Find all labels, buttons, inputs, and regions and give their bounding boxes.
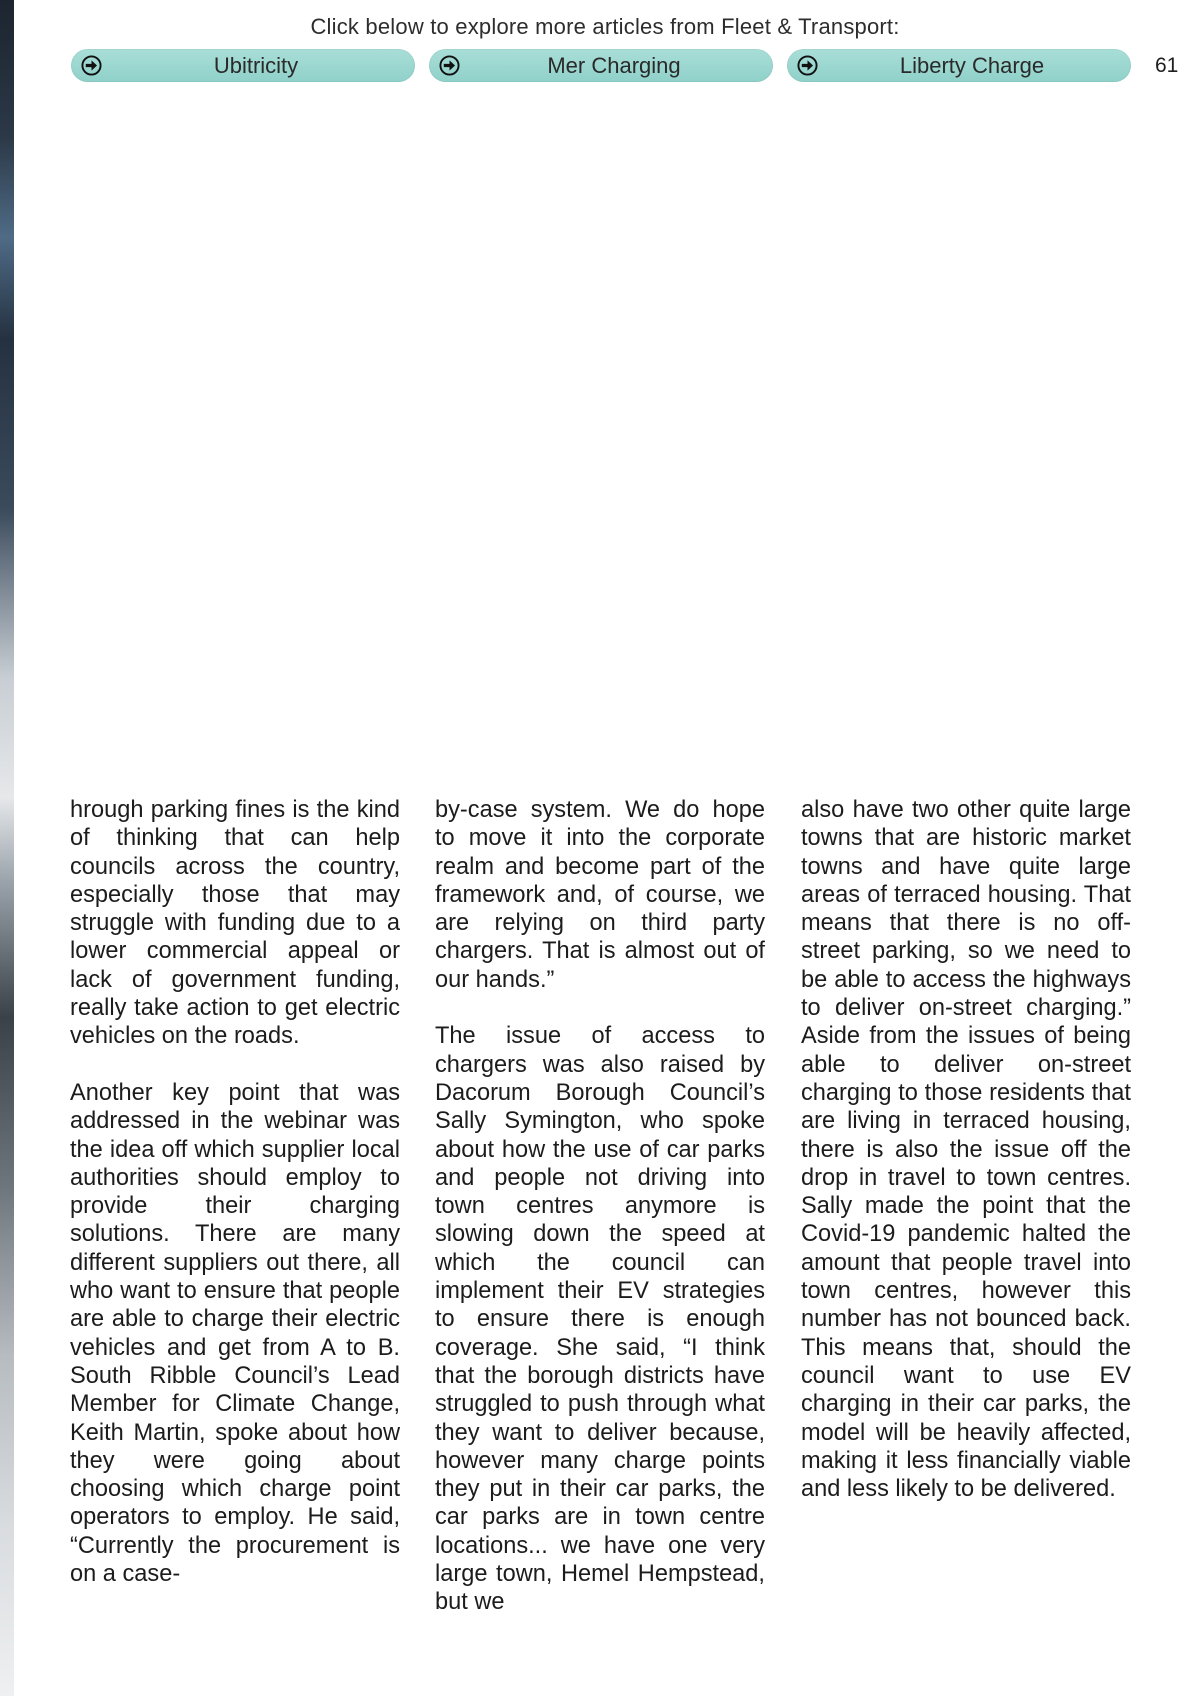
article-link-bar xyxy=(71,49,1131,82)
link-liberty-charge-button[interactable] xyxy=(787,49,1131,82)
article-paragraph: by-case system. We do hope to move it into the corporate realm and become part of the framework and, of course, we are relying on third party chargers. That is almost out of our hands.” xyxy=(435,797,765,993)
article-paragraph: hrough parking fines is the kind of thinking that can help councils across the country, especially those that may struggle with funding due to a lower commercial appeal or lack of government funding, really take action to get electric vehicles on the roads. xyxy=(70,797,400,1050)
link-label: Ubitricity xyxy=(213,53,299,78)
link-ubitricity-button[interactable] xyxy=(71,49,415,82)
article-column-3 xyxy=(801,796,1131,1532)
edge-photo-strip xyxy=(0,0,14,1696)
article-body xyxy=(70,796,1134,1616)
circle-arrow-right-icon xyxy=(81,55,102,76)
circle-arrow-right-icon xyxy=(439,55,460,76)
nav-prompt: Click below to explore more articles from Fleet & Transport: xyxy=(310,14,900,39)
article-paragraph: Another key point that was addressed in the webinar was the idea off which supplier local authorities should employ to provide their charging solutions. There are many different suppliers out there, all who want to ensure that people are able to charge their electric vehicles and get from A to B. South Ribble Council’s Lead Member for Climate Change, Keith Martin, spoke about how they were going about choosing which charge point operators to employ. He said, “Currently the procurement is on a case- xyxy=(70,1079,400,1588)
article-paragraph: also have two other quite large towns that are historic market towns and have quite large areas of terraced housing. That means that there is no off-street parking, so we need to be able to access the highways to deliver on-street charging.” Aside from the issues of being able to deliver on-street charging to those residents that are living in terraced housing, there is also the issue off the drop in travel to town centres. Sally made the point that the Covid-19 pandemic halted the amount that people travel into town centres, however this number has not bounced back. This means that, should the council want to use EV charging in their car parks, the model will be heavily affected, making it less financially viable and less likely to be delivered. xyxy=(801,797,1131,1503)
link-mer-charging-button[interactable] xyxy=(429,49,773,82)
article-column-2 xyxy=(435,796,765,1645)
page-number: 61 xyxy=(1155,54,1179,77)
link-label: Liberty Charge xyxy=(899,53,1045,78)
article-column-1 xyxy=(70,796,400,1617)
link-label: Mer Charging xyxy=(547,53,681,78)
circle-arrow-right-icon xyxy=(797,55,818,76)
article-paragraph: The issue of access to chargers was also raised by Dacorum Borough Council’s Sally Symington, who spoke about how the use of car parks and people not driving into town centres anymore is slowing down the speed at which the council can implement their EV strategies to ensure there is enough coverage. She said, “I think that the borough districts have struggled to push through what they want to deliver because, however many charge points they put in their car parks, the car parks are in town centre locations... we have one very large town, Hemel Hempstead, but we xyxy=(435,1023,765,1616)
